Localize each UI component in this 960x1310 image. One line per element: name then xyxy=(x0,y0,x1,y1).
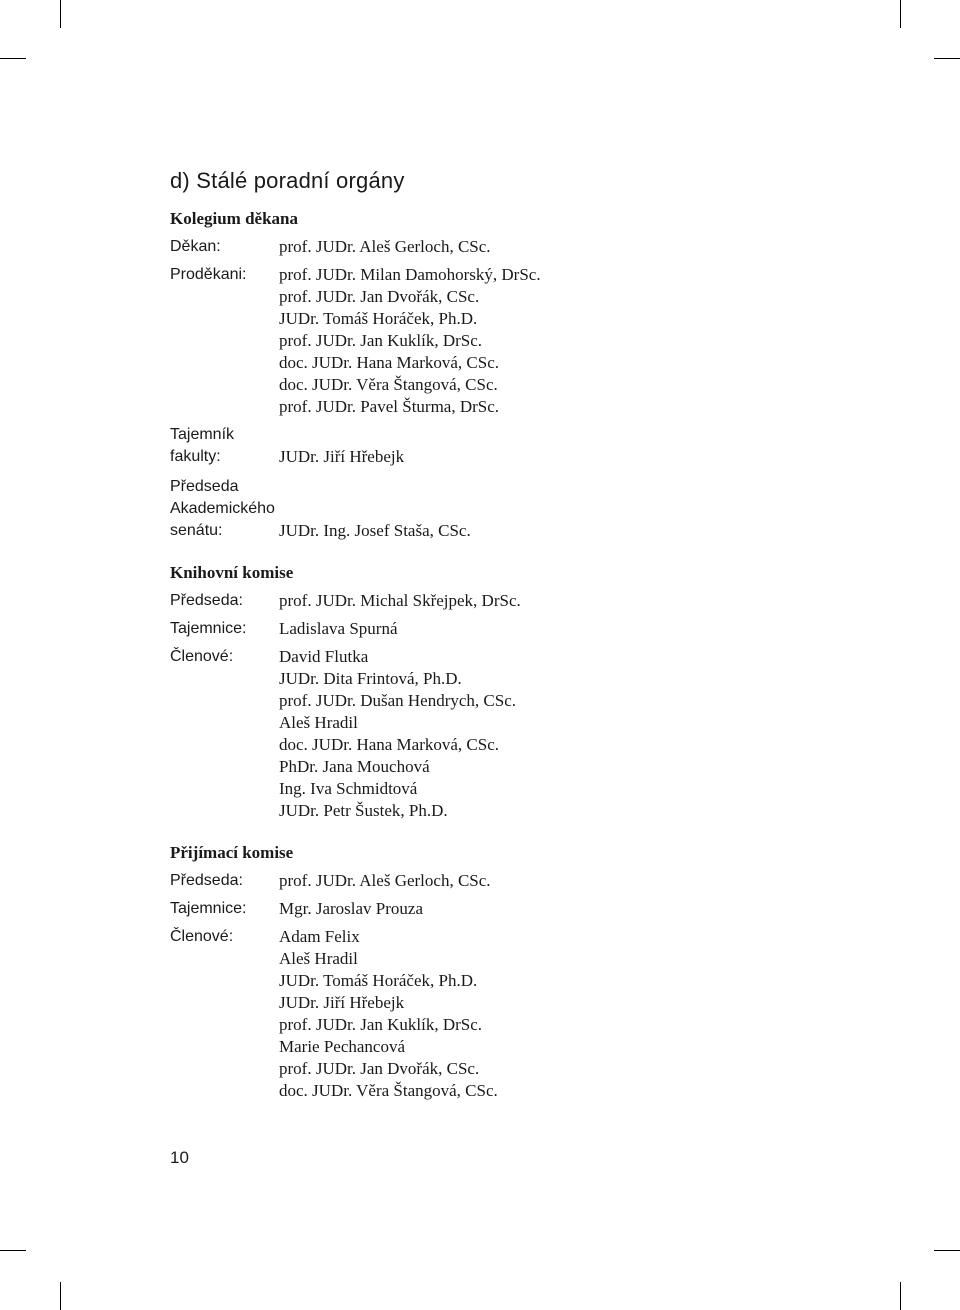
tajemnik-row xyxy=(170,424,870,468)
list-item: JUDr. Tomáš Horáček, Ph.D. xyxy=(279,971,478,990)
list-item: prof. JUDr. Dušan Hendrych, CSc. xyxy=(279,691,517,710)
list-item: Adam Felix xyxy=(279,927,360,946)
list-item: Aleš Hradil xyxy=(279,949,358,968)
predseda-as-label-1: Předseda xyxy=(170,478,239,495)
list-item: JUDr. Jiří Hřebejk xyxy=(279,993,405,1012)
list-item: prof. JUDr. Jan Dvořák, CSc. xyxy=(279,287,480,306)
crop-mark xyxy=(0,58,26,59)
predseda-label: Předseda: xyxy=(170,872,243,889)
predseda-label: Předseda: xyxy=(170,592,243,609)
list-item: prof. JUDr. Jan Kuklík, DrSc. xyxy=(279,1015,483,1034)
kolegium-section xyxy=(170,208,870,542)
predseda-as-label-3: senátu: xyxy=(170,522,223,539)
list-item: doc. JUDr. Věra Štangová, CSc. xyxy=(279,375,498,394)
predseda-as-label-2: Akademického xyxy=(170,500,275,517)
list-item: Ing. Iva Schmidtová xyxy=(279,779,418,798)
list-item: prof. JUDr. Pavel Šturma, DrSc. xyxy=(279,397,500,416)
prodekani-label: Proděkani: xyxy=(170,266,247,283)
prijimaci-grid xyxy=(170,870,870,1102)
prijimaci-section xyxy=(170,842,870,1102)
crop-mark xyxy=(934,1250,960,1251)
clenove-list xyxy=(279,646,870,822)
predseda-as-row xyxy=(170,476,870,542)
dekan-value xyxy=(279,236,870,258)
tajemnik-label-2: fakulty: xyxy=(170,448,221,465)
knihovni-section xyxy=(170,562,870,822)
knihovni-grid xyxy=(170,590,870,822)
crop-mark xyxy=(900,0,901,28)
tajemnice-name: Mgr. Jaroslav Prouza xyxy=(279,899,424,918)
list-item: JUDr. Tomáš Horáček, Ph.D. xyxy=(279,309,478,328)
list-item: prof. JUDr. Milan Damohorský, DrSc. xyxy=(279,265,541,284)
list-item: prof. JUDr. Jan Dvořák, CSc. xyxy=(279,1059,480,1078)
tajemnik-label-1: Tajemník xyxy=(170,426,235,443)
clenove-label: Členové: xyxy=(170,648,234,665)
section-heading: d) Stálé poradní orgány xyxy=(170,168,405,193)
tajemnice-label: Tajemnice: xyxy=(170,900,247,917)
kolegium-title: Kolegium děkana xyxy=(170,209,298,228)
dekan-label: Děkan: xyxy=(170,238,221,255)
predseda-as-name: JUDr. Ing. Josef Staša, CSc. xyxy=(279,521,471,540)
prijimaci-title: Přijímací komise xyxy=(170,843,294,862)
list-item: doc. JUDr. Věra Štangová, CSc. xyxy=(279,1081,498,1100)
tajemnice-label: Tajemnice: xyxy=(170,620,247,637)
list-item: doc. JUDr. Hana Marková, CSc. xyxy=(279,353,500,372)
predseda-name: prof. JUDr. Michal Skřejpek, DrSc. xyxy=(279,591,521,610)
knihovni-title: Knihovní komise xyxy=(170,563,294,582)
list-item: JUDr. Petr Šustek, Ph.D. xyxy=(279,801,448,820)
list-item: JUDr. Dita Frintová, Ph.D. xyxy=(279,669,462,688)
page-number: 10 xyxy=(170,1148,189,1167)
document-page xyxy=(170,168,870,1122)
list-item: prof. JUDr. Jan Kuklík, DrSc. xyxy=(279,331,483,350)
clenove-label: Členové: xyxy=(170,928,234,945)
tajemnice-name: Ladislava Spurná xyxy=(279,619,398,638)
list-item: doc. JUDr. Hana Marková, CSc. xyxy=(279,735,500,754)
list-item: Aleš Hradil xyxy=(279,713,358,732)
kolegium-grid xyxy=(170,236,870,424)
crop-mark xyxy=(0,1250,26,1251)
crop-mark xyxy=(934,58,960,59)
crop-mark xyxy=(60,0,61,28)
crop-mark xyxy=(60,1282,61,1310)
predseda-name: prof. JUDr. Aleš Gerloch, CSc. xyxy=(279,871,491,890)
tajemnik-name: JUDr. Jiří Hřebejk xyxy=(279,447,405,466)
crop-mark xyxy=(900,1282,901,1310)
list-item: Marie Pechancová xyxy=(279,1037,406,1056)
prodekani-list xyxy=(279,264,870,418)
clenove-list xyxy=(279,926,870,1102)
list-item: PhDr. Jana Mouchová xyxy=(279,757,430,776)
dekan-name: prof. JUDr. Aleš Gerloch, CSc. xyxy=(279,237,491,256)
list-item: David Flutka xyxy=(279,647,369,666)
